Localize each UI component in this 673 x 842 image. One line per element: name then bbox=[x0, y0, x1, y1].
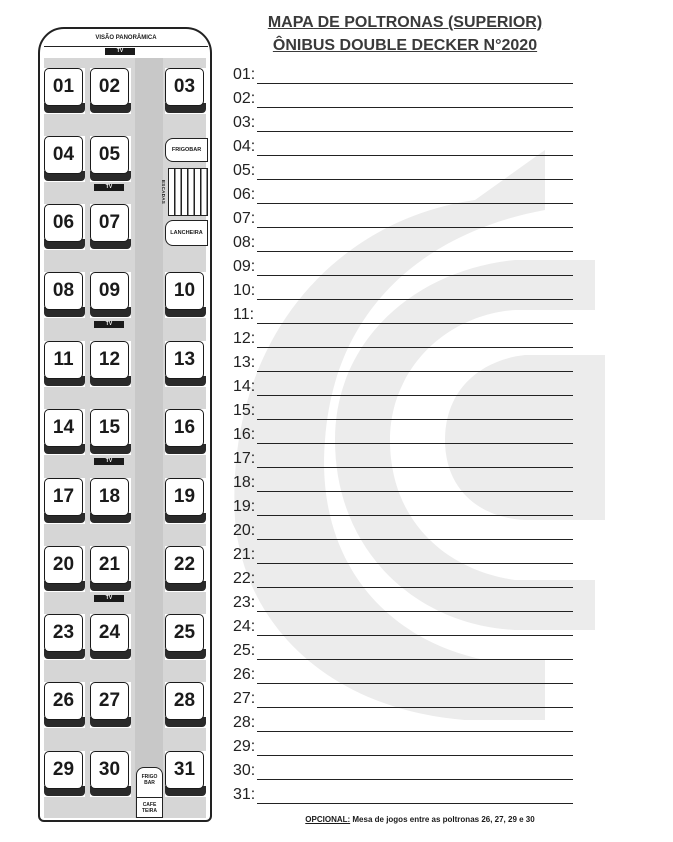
seat-number: 07 bbox=[90, 204, 129, 242]
blank-line bbox=[257, 635, 573, 636]
seat-number: 11 bbox=[44, 341, 83, 379]
seat-number: 24 bbox=[90, 614, 129, 652]
blank-line bbox=[257, 395, 573, 396]
passenger-line bbox=[233, 354, 578, 378]
line-number: 28: bbox=[233, 714, 256, 731]
seat bbox=[90, 478, 131, 524]
passenger-line bbox=[233, 618, 578, 642]
seat-number: 16 bbox=[165, 409, 204, 447]
blank-line bbox=[257, 659, 573, 660]
seat-number: 20 bbox=[44, 546, 83, 584]
passenger-line bbox=[233, 114, 578, 138]
blank-line bbox=[257, 323, 573, 324]
frigobar-label: FRIGOBAR bbox=[165, 138, 208, 162]
line-number: 07: bbox=[233, 210, 256, 227]
seat bbox=[44, 136, 85, 182]
seat bbox=[165, 272, 206, 318]
blank-line bbox=[257, 371, 573, 372]
blank-line bbox=[257, 203, 573, 204]
blank-line bbox=[257, 779, 573, 780]
seat bbox=[165, 341, 206, 387]
blank-line bbox=[257, 707, 573, 708]
seat-number: 08 bbox=[44, 272, 83, 310]
passenger-line bbox=[233, 666, 578, 690]
seat bbox=[165, 409, 206, 455]
blank-line bbox=[257, 179, 573, 180]
seat-number: 31 bbox=[165, 751, 204, 789]
passenger-line bbox=[233, 186, 578, 210]
blank-line bbox=[257, 683, 573, 684]
seat-number: 28 bbox=[165, 682, 204, 720]
passenger-line bbox=[233, 762, 578, 786]
blank-line bbox=[257, 251, 573, 252]
seat-number: 26 bbox=[44, 682, 83, 720]
passenger-line bbox=[233, 90, 578, 114]
seat-number: 30 bbox=[90, 751, 129, 789]
line-number: 11: bbox=[233, 306, 255, 323]
seat-number: 21 bbox=[90, 546, 129, 584]
line-number: 23: bbox=[233, 594, 256, 611]
seat-number: 17 bbox=[44, 478, 83, 516]
blank-line bbox=[257, 107, 573, 108]
blank-line bbox=[257, 131, 573, 132]
line-number: 19: bbox=[233, 498, 256, 515]
seat-number: 04 bbox=[44, 136, 83, 174]
blank-line bbox=[257, 731, 573, 732]
tv-icon: TV bbox=[105, 48, 135, 55]
seat-number: 27 bbox=[90, 682, 129, 720]
blank-line bbox=[257, 347, 573, 348]
seat-number: 14 bbox=[44, 409, 83, 447]
blank-line bbox=[257, 587, 573, 588]
seat-number: 05 bbox=[90, 136, 129, 174]
blank-line bbox=[257, 467, 573, 468]
frigo-bar-label: FRIGO BAR bbox=[136, 767, 163, 815]
panoramic-view-label: VISÃO PANORÂMICA bbox=[44, 32, 208, 47]
passenger-line bbox=[233, 378, 578, 402]
passenger-line bbox=[233, 162, 578, 186]
passenger-line bbox=[233, 330, 578, 354]
seat-number: 25 bbox=[165, 614, 204, 652]
line-number: 18: bbox=[233, 474, 256, 491]
seat-number: 18 bbox=[90, 478, 129, 516]
seat-number: 02 bbox=[90, 68, 129, 106]
line-number: 20: bbox=[233, 522, 256, 539]
line-number: 26: bbox=[233, 666, 256, 683]
passenger-line bbox=[233, 258, 578, 282]
blank-line bbox=[257, 755, 573, 756]
line-number: 05: bbox=[233, 162, 256, 179]
tv-icon: TV bbox=[94, 595, 124, 602]
seat bbox=[165, 68, 206, 114]
blank-line bbox=[257, 515, 573, 516]
passenger-line bbox=[233, 570, 578, 594]
line-number: 08: bbox=[233, 234, 256, 251]
seat bbox=[90, 409, 131, 455]
seat-number: 13 bbox=[165, 341, 204, 379]
seat bbox=[90, 614, 131, 660]
seat bbox=[44, 68, 85, 114]
line-number: 31: bbox=[233, 786, 256, 803]
stairs-label: ESCADAS bbox=[161, 179, 166, 205]
passenger-line bbox=[233, 786, 578, 810]
blank-line bbox=[257, 491, 573, 492]
line-number: 22: bbox=[233, 570, 256, 587]
passenger-line bbox=[233, 594, 578, 618]
line-number: 04: bbox=[233, 138, 256, 155]
passenger-line bbox=[233, 450, 578, 474]
seat bbox=[44, 204, 85, 250]
cafeteira-label: CAFE TEIRA bbox=[136, 797, 163, 818]
line-number: 29: bbox=[233, 738, 256, 755]
passenger-line bbox=[233, 426, 578, 450]
line-number: 21: bbox=[233, 546, 256, 563]
page-subtitle: ÔNIBUS DOUBLE DECKER N°2020 bbox=[272, 37, 538, 54]
line-number: 30: bbox=[233, 762, 256, 779]
seat bbox=[90, 546, 131, 592]
passenger-line bbox=[233, 402, 578, 426]
passenger-line bbox=[233, 522, 578, 546]
line-number: 25: bbox=[233, 642, 256, 659]
seat bbox=[44, 409, 85, 455]
passenger-line bbox=[233, 474, 578, 498]
passenger-line bbox=[233, 714, 578, 738]
tv-icon: TV bbox=[94, 184, 124, 191]
seat bbox=[165, 682, 206, 728]
passenger-line bbox=[233, 282, 578, 306]
passenger-line bbox=[233, 642, 578, 666]
seat-number: 03 bbox=[165, 68, 204, 106]
seat-number: 22 bbox=[165, 546, 204, 584]
seat bbox=[165, 478, 206, 524]
blank-line bbox=[257, 419, 573, 420]
passenger-line bbox=[233, 306, 578, 330]
blank-line bbox=[257, 803, 573, 804]
seat bbox=[44, 682, 85, 728]
line-number: 06: bbox=[233, 186, 256, 203]
line-number: 27: bbox=[233, 690, 256, 707]
passenger-line bbox=[233, 66, 578, 90]
lancheira-label: LANCHEIRA bbox=[165, 220, 208, 246]
blank-line bbox=[257, 563, 573, 564]
seat bbox=[165, 546, 206, 592]
line-number: 13: bbox=[233, 354, 256, 371]
passenger-line bbox=[233, 738, 578, 762]
line-number: 14: bbox=[233, 378, 256, 395]
line-number: 16: bbox=[233, 426, 256, 443]
line-number: 17: bbox=[233, 450, 256, 467]
seat bbox=[90, 204, 131, 250]
seat bbox=[44, 751, 85, 797]
line-number: 12: bbox=[233, 330, 256, 347]
seat-number: 01 bbox=[44, 68, 83, 106]
blank-line bbox=[257, 275, 573, 276]
seat-number: 10 bbox=[165, 272, 204, 310]
seat bbox=[44, 546, 85, 592]
tv-icon: TV bbox=[94, 458, 124, 465]
page-title: MAPA DE POLTRONAS (SUPERIOR) bbox=[267, 14, 543, 31]
seat-number: 06 bbox=[44, 204, 83, 242]
tv-icon: TV bbox=[94, 321, 124, 328]
seat bbox=[44, 272, 85, 318]
blank-line bbox=[257, 611, 573, 612]
seat-number: 09 bbox=[90, 272, 129, 310]
line-number: 24: bbox=[233, 618, 256, 635]
blank-line bbox=[257, 83, 573, 84]
seat bbox=[90, 68, 131, 114]
seat-number: 15 bbox=[90, 409, 129, 447]
seat bbox=[90, 272, 131, 318]
passenger-line bbox=[233, 234, 578, 258]
line-number: 15: bbox=[233, 402, 256, 419]
seat bbox=[90, 751, 131, 797]
blank-line bbox=[257, 299, 573, 300]
seat bbox=[165, 614, 206, 660]
line-number: 02: bbox=[233, 90, 256, 107]
seat-number: 23 bbox=[44, 614, 83, 652]
passenger-line bbox=[233, 546, 578, 570]
blank-line bbox=[257, 227, 573, 228]
line-number: 03: bbox=[233, 114, 256, 131]
seat bbox=[90, 341, 131, 387]
footer-text: Mesa de jogos entre as poltronas 26, 27, 29 e 30 bbox=[350, 815, 535, 824]
passenger-line bbox=[233, 690, 578, 714]
blank-line bbox=[257, 155, 573, 156]
footer-note bbox=[230, 815, 610, 824]
seat-number: 12 bbox=[90, 341, 129, 379]
seat bbox=[90, 136, 131, 182]
line-number: 01: bbox=[233, 66, 256, 83]
line-number: 09: bbox=[233, 258, 256, 275]
seat bbox=[44, 478, 85, 524]
footer-label: OPCIONAL: bbox=[305, 815, 351, 824]
seat bbox=[44, 341, 85, 387]
seat-number: 19 bbox=[165, 478, 204, 516]
passenger-line bbox=[233, 498, 578, 522]
seat bbox=[165, 751, 206, 797]
seat bbox=[44, 614, 85, 660]
blank-line bbox=[257, 443, 573, 444]
seat-number: 29 bbox=[44, 751, 83, 789]
passenger-line bbox=[233, 138, 578, 162]
seat bbox=[90, 682, 131, 728]
blank-line bbox=[257, 539, 573, 540]
line-number: 10: bbox=[233, 282, 256, 299]
passenger-line bbox=[233, 210, 578, 234]
stairs-icon bbox=[168, 168, 208, 216]
